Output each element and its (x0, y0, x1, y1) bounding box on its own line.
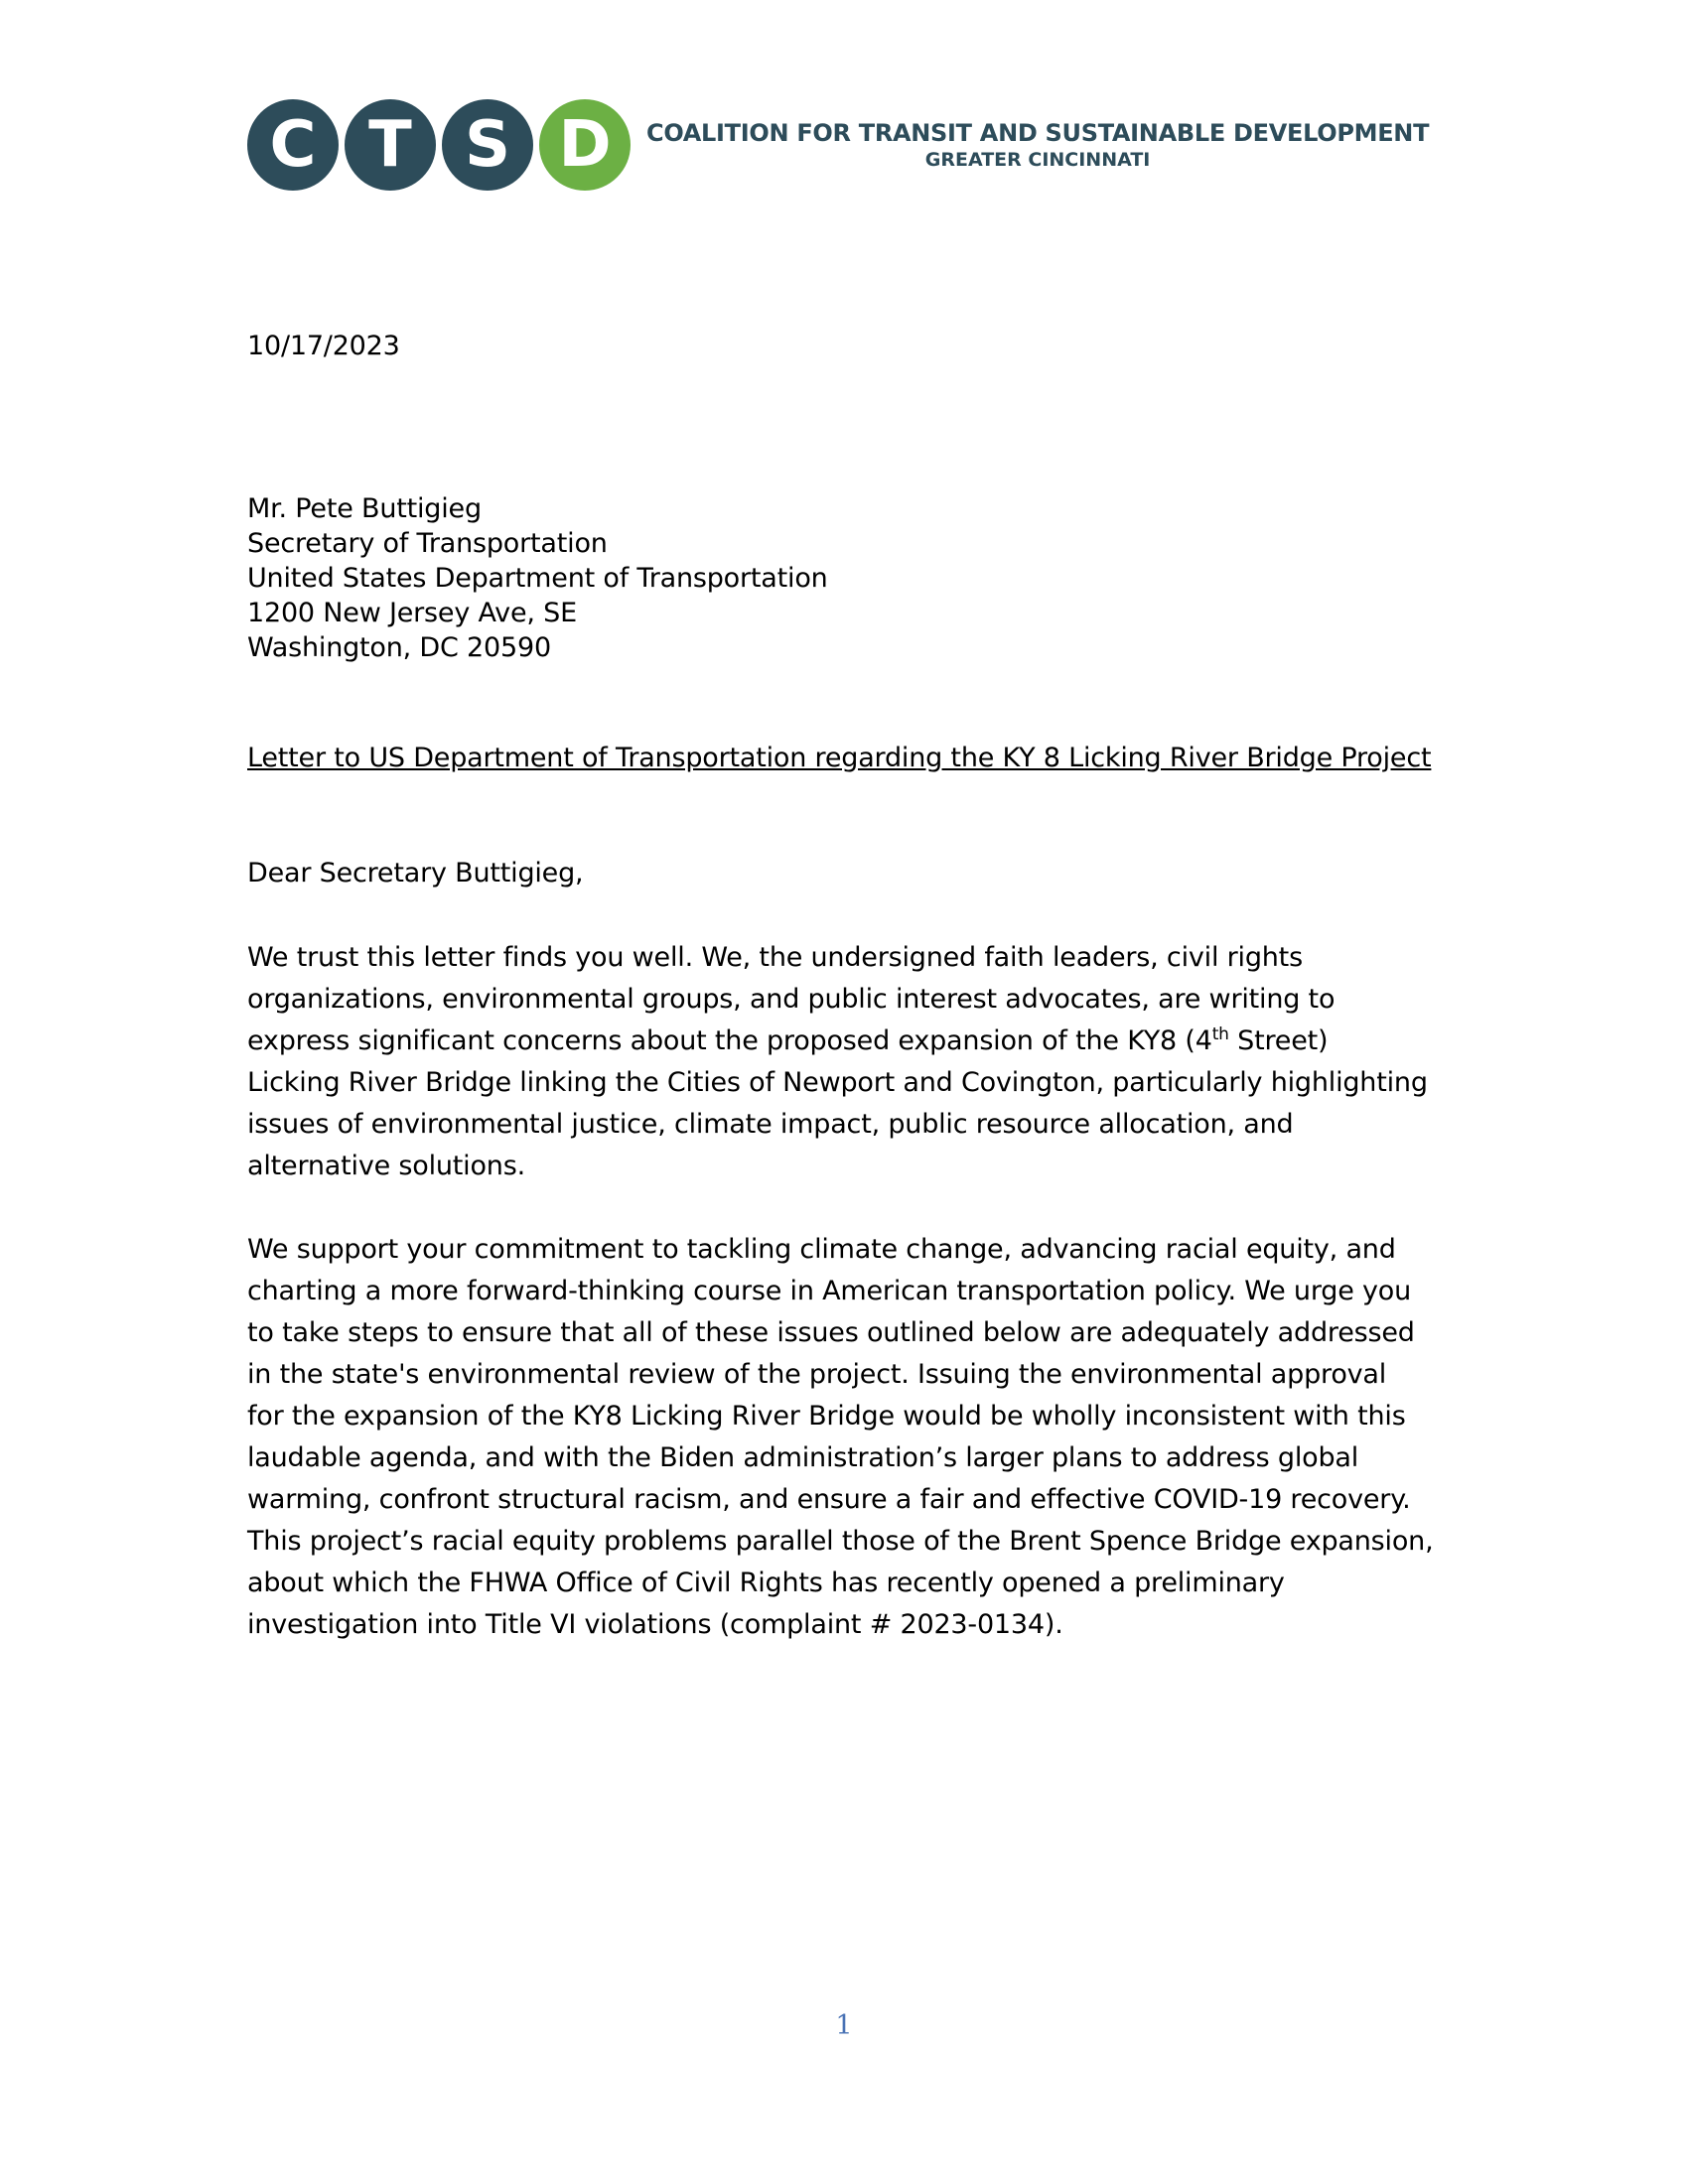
recipient-name: Mr. Pete Buttigieg (247, 493, 482, 524)
paragraph-line: investigation into Title VI violations (complaint # 2023-0134). (247, 1609, 1063, 1640)
letter-date: 10/17/2023 (247, 331, 400, 361)
paragraph-line: organizations, environmental groups, and public interest advocates, are writing to (247, 984, 1336, 1015)
organization-region: GREATER CINCINNATI (924, 149, 1151, 171)
recipient-address (247, 491, 828, 665)
line-text: Street) (1228, 1025, 1329, 1056)
line-text: express significant concerns about the proposed expansion of the KY8 (4 (247, 1025, 1212, 1056)
letter-subject: Letter to US Department of Transportation regarding the KY 8 Licking River Bridge Project (247, 743, 1432, 773)
paragraph-line: charting a more forward-thinking course in American transportation policy. We urge you (247, 1276, 1412, 1306)
recipient-city: Washington, DC 20590 (247, 632, 551, 663)
paragraph-line (247, 1021, 1459, 1062)
paragraph-line: laudable agenda, and with the Biden administration’s larger plans to address global (247, 1442, 1359, 1473)
recipient-title: Secretary of Transportation (247, 528, 608, 559)
paragraph-line: issues of environmental justice, climate impact, public resource allocation, and (247, 1109, 1294, 1140)
letterhead (247, 97, 1429, 193)
paragraph-line: to take steps to ensure that all of these issues outlined below are adequately addressed (247, 1317, 1415, 1348)
logo-circle-d: D (539, 99, 631, 191)
paragraph-line: for the expansion of the KY8 Licking River Bridge would be wholly inconsistent with this (247, 1401, 1406, 1432)
paragraph-line: We trust this letter finds you well. We, the undersigned faith leaders, civil rights (247, 942, 1303, 973)
paragraph-line: This project’s racial equity problems parallel those of the Brent Spence Bridge expansion, (247, 1526, 1434, 1557)
ordinal-suffix: th (1211, 1024, 1229, 1044)
paragraph-line: in the state's environmental review of the project. Issuing the environmental approval (247, 1359, 1387, 1390)
logo-circle-s: S (442, 99, 533, 191)
organization-names (646, 119, 1429, 171)
page-number: 1 (835, 2010, 853, 2041)
logo-circle-t: T (345, 99, 436, 191)
paragraph-line: warming, confront structural racism, and ensure a fair and effective COVID-19 recovery. (247, 1484, 1411, 1515)
paragraph-line: Licking River Bridge linking the Cities of Newport and Covington, particularly highlighting (247, 1067, 1428, 1098)
recipient-organization: United States Department of Transportation (247, 563, 828, 594)
paragraph-line: about which the FHWA Office of Civil Rights has recently opened a preliminary (247, 1568, 1285, 1598)
recipient-street: 1200 New Jersey Ave, SE (247, 598, 577, 628)
organization-name: COALITION FOR TRANSIT AND SUSTAINABLE DEVELOPMENT (646, 119, 1430, 147)
paragraph-line: alternative solutions. (247, 1151, 525, 1181)
logo-circle-c: C (247, 99, 339, 191)
letter-salutation: Dear Secretary Buttigieg, (247, 858, 584, 888)
ctsd-logo (247, 99, 636, 191)
body-paragraph-1 (247, 937, 1459, 1187)
body-paragraph-2 (247, 1229, 1459, 1646)
paragraph-line: We support your commitment to tackling climate change, advancing racial equity, and (247, 1234, 1396, 1265)
